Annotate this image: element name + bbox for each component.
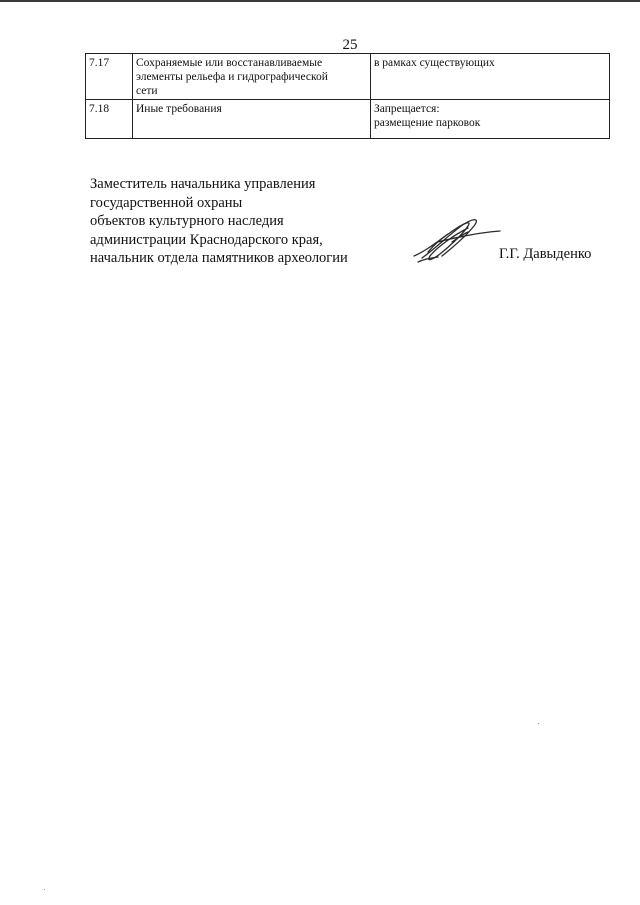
row-number-cell: 7.18 bbox=[86, 100, 133, 139]
requirement-name-line: элементы рельефа и гидрографической bbox=[136, 71, 328, 83]
requirement-value-line: Запрещается: bbox=[374, 103, 440, 115]
row-number-cell: 7.17 bbox=[86, 54, 133, 100]
scan-speck bbox=[44, 889, 45, 890]
requirement-value-cell bbox=[371, 54, 610, 100]
table-row bbox=[86, 54, 610, 100]
table-row bbox=[86, 100, 610, 139]
requirement-value-line: в рамках существующих bbox=[374, 57, 495, 69]
signature-stroke bbox=[418, 257, 438, 262]
requirement-name-cell bbox=[133, 100, 371, 139]
position-line: администрации Краснодарского края, bbox=[90, 231, 323, 248]
position-line: государственной охраны bbox=[90, 194, 243, 211]
requirement-name-cell bbox=[133, 54, 371, 100]
requirements-table bbox=[85, 53, 610, 139]
scan-top-edge bbox=[0, 0, 640, 2]
handwritten-signature bbox=[408, 212, 508, 268]
signatory-position bbox=[90, 175, 348, 268]
position-line: Заместитель начальника управления bbox=[90, 176, 316, 192]
requirement-name-line: Иные требования bbox=[136, 103, 222, 115]
position-line: объектов культурного наследия bbox=[90, 213, 284, 229]
position-line: начальник отдела памятников археологии bbox=[90, 250, 348, 266]
page-number: 25 bbox=[342, 37, 358, 53]
requirement-value-cell bbox=[371, 100, 610, 139]
requirement-value-line: размещение парковок bbox=[374, 117, 481, 129]
requirement-name-line: сети bbox=[136, 85, 158, 97]
scan-speck bbox=[538, 723, 539, 724]
requirement-name-line: Сохраняемые или восстанавливаемые bbox=[136, 57, 323, 69]
signer-name: Г.Г. Давыденко bbox=[499, 246, 592, 262]
